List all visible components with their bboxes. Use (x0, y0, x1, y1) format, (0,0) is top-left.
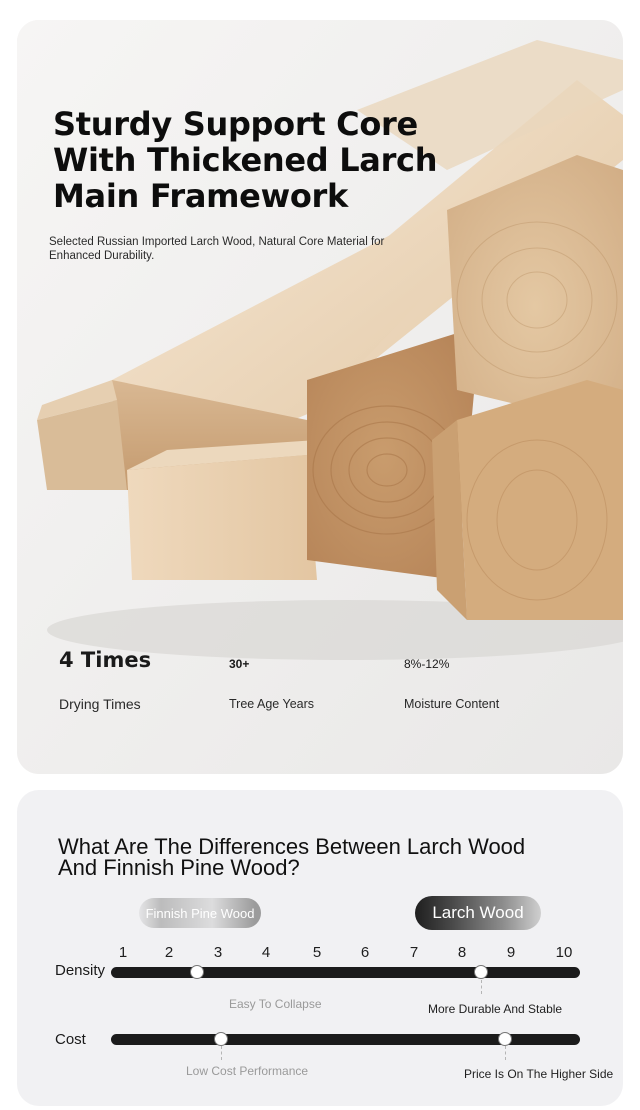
density-finnish-marker (190, 965, 204, 979)
headline-line-2: With Thickened Larch (53, 141, 438, 179)
hero-card (17, 20, 623, 774)
scale-tick-label: 6 (360, 944, 370, 961)
comparison-title (58, 836, 525, 878)
legend-finnish-pine: Finnish Pine Wood (139, 898, 261, 928)
scale-tick-label: 3 (213, 944, 223, 961)
scale-tick-label: 4 (261, 944, 271, 961)
cost-label: Cost (55, 1031, 86, 1048)
stat-moisture-label: Moisture Content (404, 697, 500, 711)
hero-subtitle: Selected Russian Imported Larch Wood, Natural Core Material for Enhanced Durability. (49, 236, 385, 262)
scale-tick-label: 5 (312, 944, 322, 961)
density-label: Density (55, 962, 106, 979)
stat-drying-label: Drying Times (59, 696, 141, 712)
density-larch-tick (481, 980, 482, 994)
cost-finnish-note: Low Cost Performance (186, 1064, 309, 1078)
page-title (53, 106, 437, 214)
comparison-card (17, 790, 623, 1106)
density-finnish-note: Easy To Collapse (229, 997, 322, 1011)
headline-line-1: Sturdy Support Core (53, 105, 418, 143)
density-track (111, 967, 580, 978)
stat-moisture-value: 8%-12% (404, 657, 450, 671)
cost-finnish-marker (214, 1032, 228, 1046)
density-larch-marker (474, 965, 488, 979)
cost-larch-note: Price Is On The Higher Side (464, 1067, 614, 1081)
density-larch-note: More Durable And Stable (428, 1002, 563, 1016)
comparison-title-line-1: What Are The Differences Between Larch Wood (58, 834, 526, 859)
scale-tick-label: 1 (118, 944, 128, 961)
legend-larch-wood: Larch Wood (415, 896, 541, 930)
scale-tick-label: 2 (164, 944, 174, 961)
scale-tick-label: 8 (457, 944, 467, 961)
cost-larch-tick (505, 1046, 506, 1060)
stat-tree-age-label: Tree Age Years (229, 697, 315, 711)
scale-tick-label: 9 (506, 944, 516, 961)
scale-tick-label: 7 (409, 944, 419, 961)
stat-tree-age-value: 30+ (229, 657, 250, 671)
headline-line-3: Main Framework (53, 177, 348, 215)
stat-drying-value: 4 Times (59, 648, 152, 672)
scale-tick-label: 10 (555, 944, 573, 961)
comparison-title-line-2: And Finnish Pine Wood? (58, 855, 300, 880)
cost-finnish-tick (221, 1046, 222, 1060)
